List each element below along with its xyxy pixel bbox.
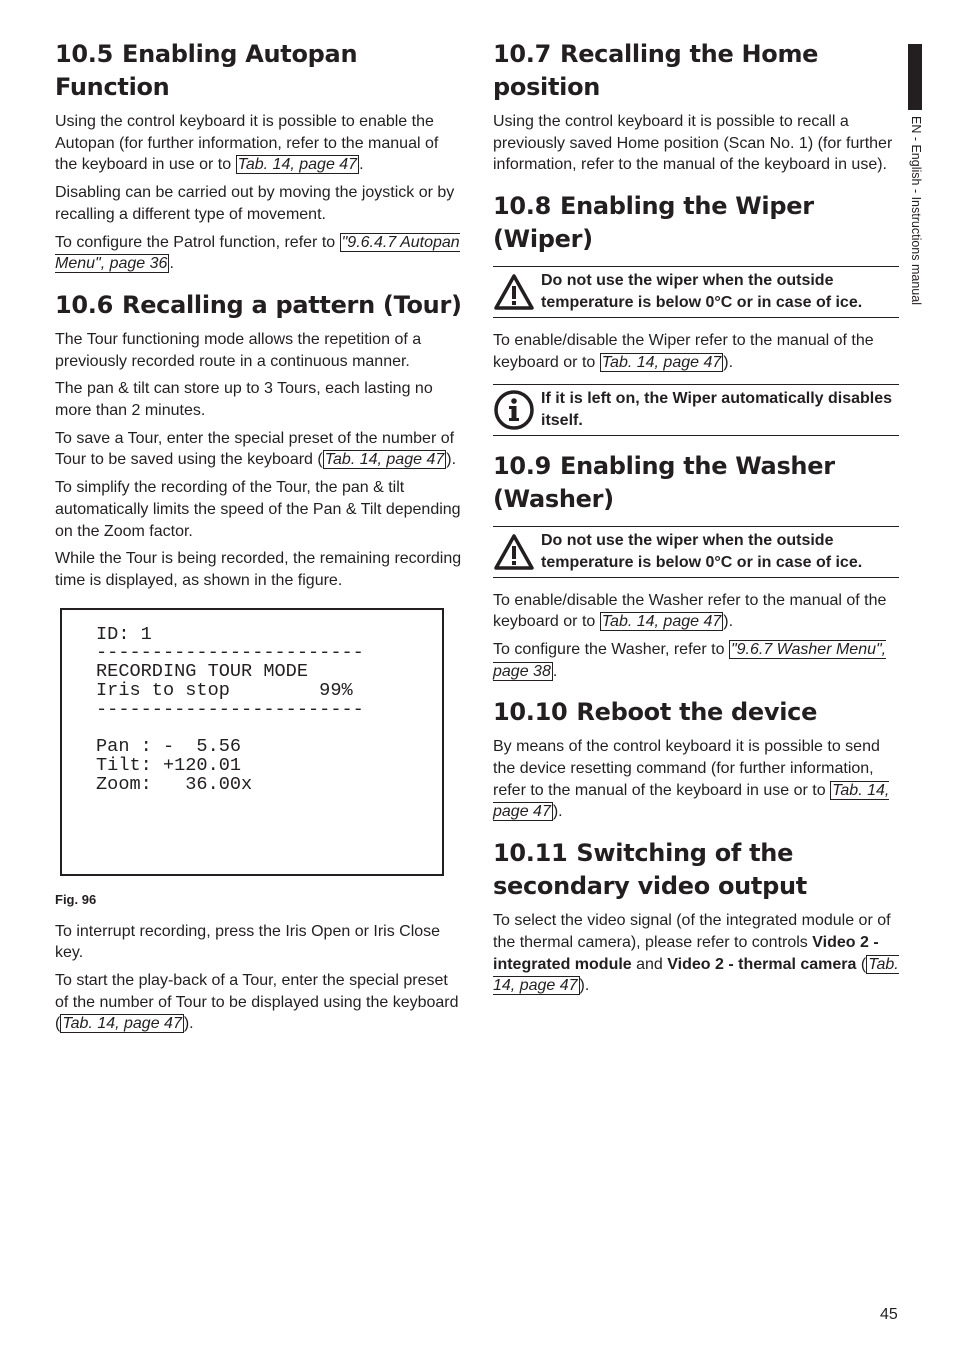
paragraph: To configure the Washer, refer to "9.6.7 Washer Menu", page 38 .	[493, 640, 887, 680]
section-heading-10-6: 10.6 Recalling a pattern (Tour)	[55, 290, 462, 319]
paragraph: The Tour functioning mode allows the repetition of a previously recorded route in a continuous manner.	[55, 330, 422, 370]
warning-icon	[493, 273, 541, 311]
info-text: If it is left on, the Wiper automatically disables itself.	[541, 389, 893, 429]
paragraph: To select the video signal (of the integrated module or of the thermal camera), please refer to controls Video 2 - integrated module and Video 2 - thermal camera ( Tab. 14, page 47 ).	[493, 912, 899, 995]
paragraph: To start the play-back of a Tour, enter the special preset of the number of Tour to be displayed using the keyboard ( Tab. 14, page 47 ).	[55, 972, 459, 1033]
paragraph: To enable/disable the Wiper refer to the manual of the keyboard or to Tab. 14, page 47 ).	[493, 332, 874, 371]
left-column	[55, 38, 463, 1041]
page-number: 45	[880, 1306, 898, 1323]
section-heading-10-10: 10.10 Reboot the device	[493, 698, 818, 727]
warning-icon	[493, 533, 541, 571]
info-note	[493, 384, 899, 436]
cross-reference-link[interactable]: Tab. 14, page 47	[493, 781, 890, 821]
warning-text: Do not use the wiper when the outside temperature is below 0°C or in case of ice.	[541, 531, 863, 571]
bold-term: Video 2 - integrated module	[493, 933, 879, 973]
cross-reference-link[interactable]: "9.6.7 Washer Menu", page 38	[493, 640, 887, 680]
section-heading-10-8: 10.8 Enabling the Wiper (Wiper)	[493, 192, 814, 254]
paragraph: While the Tour is being recorded, the remaining recording time is displayed, as shown in the figure.	[55, 550, 462, 589]
warning-note	[493, 266, 899, 318]
cross-reference-link[interactable]: Tab. 14, page 47	[601, 613, 722, 631]
paragraph: To simplify the recording of the Tour, the pan & tilt automatically limits the speed of the Pan & Tilt depending on the Zoom factor.	[55, 479, 461, 540]
section-heading-10-9: 10.9 Enabling the Washer (Washer)	[493, 451, 835, 513]
paragraph: To interrupt recording, press the Iris Open or Iris Close key.	[55, 922, 441, 962]
info-icon	[493, 389, 541, 431]
osd-screen-figure	[60, 608, 444, 876]
cross-reference-link[interactable]: Tab. 14, page 47	[62, 1015, 182, 1033]
warning-text: Do not use the wiper when the outside temperature is below 0°C or in case of ice.	[541, 272, 863, 312]
section-heading-10-5: 10.5 Enabling Autopan Function	[55, 40, 358, 101]
figure-caption: Fig. 96	[55, 891, 97, 907]
paragraph: The pan & tilt can store up to 3 Tours, each lasting no more than 2 minutes.	[55, 380, 433, 420]
bold-term: Video 2 - thermal camera	[667, 955, 857, 973]
paragraph: To enable/disable the Washer refer to the manual of the keyboard or to Tab. 14, page 47 ).	[493, 591, 887, 631]
cross-reference-link[interactable]: Tab. 14, page 47	[324, 451, 445, 469]
paragraph: By means of the control keyboard it is possible to send the device resetting command (for further information, refer to the manual of the keyboard in use or to Tab. 14, page 47 ).	[493, 738, 890, 821]
paragraph: To save a Tour, enter the special preset of the number of Tour to be saved using the keyboard ( Tab. 14, page 47 ).	[55, 429, 457, 469]
side-tab-label: EN - English - Instructions manual	[909, 116, 923, 305]
warning-note	[493, 526, 899, 578]
osd-screen-text: ID: 1 ------------------------ RECORDING TOUR MODE Iris to stop 99% ------------------------ Pan : - 5.56 Tilt: +120.01 Zoom: 36.00x	[96, 623, 364, 796]
cross-reference-link[interactable]: "9.6.4.7 Autopan Menu", page 36	[55, 233, 460, 273]
paragraph: To configure the Patrol function, refer to "9.6.4.7 Autopan Menu", page 36 .	[55, 233, 460, 273]
paragraph: Using the control keyboard it is possible to enable the Autopan (for further information, refer to the manual of the keyboard in use or to Tab. 14, page 47 .	[55, 113, 439, 174]
cross-reference-link[interactable]: Tab. 14, page 47	[493, 955, 899, 995]
right-column	[493, 38, 899, 1003]
cross-reference-link[interactable]: Tab. 14, page 47	[601, 353, 722, 371]
cross-reference-link[interactable]: Tab. 14, page 47	[237, 156, 358, 174]
section-heading-10-7: 10.7 Recalling the Home position	[493, 40, 819, 101]
section-heading-10-11: 10.11 Switching of the secondary video output	[493, 839, 807, 901]
side-tab-marker	[908, 44, 922, 110]
paragraph: Disabling can be carried out by moving the joystick or by recalling a different type of movement.	[55, 184, 455, 223]
paragraph: Using the control keyboard it is possible to recall a previously saved Home position (Scan No. 1) (for further information, refer to the manual of the keyboard in use).	[493, 113, 893, 174]
